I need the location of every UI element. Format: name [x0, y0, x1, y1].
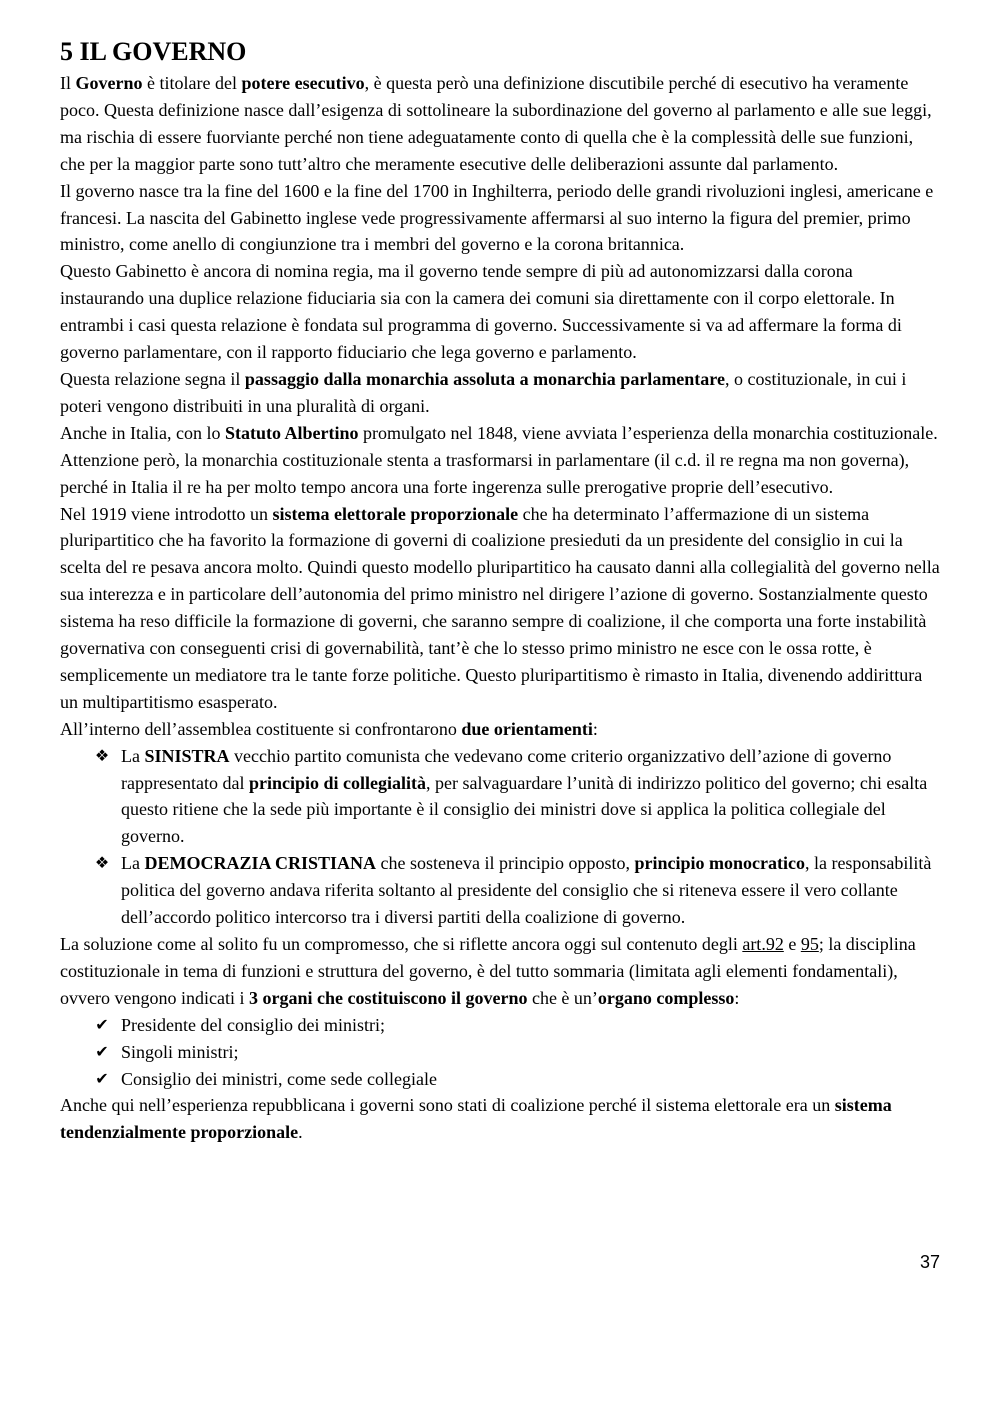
text-run: è titolare del	[142, 73, 242, 93]
paragraph-republican-experience	[60, 1092, 940, 1146]
text-run: Questa relazione segna il	[60, 368, 245, 389]
text-run: :	[592, 718, 598, 739]
check-mark-icon: ✔	[95, 1068, 109, 1088]
orientations-list	[60, 743, 940, 931]
text-run: Nel 1919 viene introdotto un	[60, 503, 273, 524]
organ-label: Singoli ministri;	[121, 1041, 239, 1062]
text-run: ; la disciplina costituzionale in tema di funzioni e struttura del governo, è del tutto sommaria (limitata agli elementi fondamentali), ovvero vengono indicati i	[60, 934, 916, 1008]
bold-term: DEMOCRAZIA CRISTIANA	[144, 853, 377, 874]
text-run: che è un’	[527, 987, 598, 1008]
bold-term: potere esecutivo	[241, 73, 365, 93]
check-mark-icon: ✔	[95, 1041, 109, 1061]
bold-term: passaggio dalla monarchia assoluta a monarchia parlamentare	[244, 368, 725, 389]
document-page	[60, 36, 940, 1146]
check-mark-icon: ✔	[95, 1014, 109, 1034]
diamond-bullet-icon: ❖	[94, 745, 110, 765]
paragraph-1919-electoral-system	[60, 501, 940, 716]
paragraph-origins: Il governo nasce tra la fine del 1600 e la fine del 1700 in Inghilterra, periodo delle grandi rivoluzioni inglesi, americane e francesi. La nascita del Gabinetto inglese vede progressivamente affermarsi al suo interno la figura del premier, primo ministro, come anello di congiunzione tra i membri del governo e la corona britannica.	[60, 180, 934, 255]
text-run: All’interno dell’assemblea costituente si confrontarono	[60, 718, 462, 739]
text-run: Anche in Italia, con lo	[60, 422, 225, 443]
paragraph-compromise	[60, 931, 940, 1012]
bold-term: SINISTRA	[144, 745, 230, 766]
text-run: e	[783, 934, 801, 954]
list-item-organ	[60, 1066, 940, 1093]
bold-term: Statuto Albertino	[224, 422, 359, 443]
bold-term: Governo	[75, 73, 143, 93]
text-run: , la responsabilità politica del governo andava riferita soltanto al presidente del consiglio che si riteneva essere il vero collante dell’accordo politico intercorso tra i diversi partiti della coalizione di governo.	[121, 853, 932, 928]
text-run: .	[298, 1122, 303, 1143]
paragraph-monarchy-transition	[60, 366, 940, 420]
paragraph-gabinetto: Questo Gabinetto è ancora di nomina regia, ma il governo tende sempre di più ad autonomizzarsi dalla corona instaurando una duplice relazione fiduciaria sia con la camera dei comuni sia direttamente con il corpo elettorale. In entrambi i casi questa relazione è fondata sul programma di governo. Successivamente si va ad affermare la forma di governo parlamentare, con il rapporto fiduciario che lega governo e parlamento.	[60, 261, 902, 363]
text-run: promulgato nel 1848, viene avviata l’esperienza della monarchia costituzionale. Attenzione però, la monarchia costituzionale stenta a trasformarsi in parlamentare (il c.d. il re regna ma non governa), perché in Italia il re ha per molto tempo ancora una forte ingerenza sulle prerogative proprie dell’esecutivo.	[60, 422, 938, 497]
text-run: :	[734, 987, 740, 1008]
organ-label: Consiglio dei ministri, come sede collegiale	[121, 1068, 437, 1089]
text-run: che sosteneva il principio opposto,	[376, 853, 635, 874]
bold-term: sistema elettorale proporzionale	[272, 503, 519, 524]
bold-term: principio monocratico	[634, 853, 805, 874]
article-92-link[interactable]: art.92	[742, 934, 784, 954]
text-run: Il	[60, 73, 76, 93]
paragraph-constituent-assembly	[60, 716, 940, 743]
text-run: La	[121, 853, 145, 874]
text-run: Anche qui nell’esperienza repubblicana i governi sono stati di coalizione perché il sistema elettorale era un	[60, 1095, 835, 1116]
article-95-link[interactable]: 95	[800, 934, 819, 954]
diamond-bullet-icon: ❖	[94, 853, 110, 873]
page-number: 37	[919, 1252, 940, 1272]
bold-term: 3 organi che costituiscono il governo	[248, 987, 528, 1008]
list-item-democrazia-cristiana	[60, 850, 940, 931]
paragraph-governo-definition	[60, 70, 940, 178]
list-item-organ	[60, 1039, 940, 1066]
text-run: , per salvaguardare l’unità di indirizzo politico del governo; chi esalta questo ritiene che la sede più importante è il consiglio dei ministri dove si applica la politica collegiale del governo.	[121, 772, 928, 847]
text-run: vecchio partito comunista che vedevano come criterio organizzativo dell’azione di governo rappresentato dal	[121, 745, 892, 793]
text-run: La	[121, 745, 145, 766]
organ-label: Presidente del consiglio dei ministri;	[121, 1014, 385, 1035]
text-run: La soluzione come al solito fu un compromesso, che si riflette ancora oggi sul contenuto degli	[60, 934, 743, 954]
bold-term: organo complesso	[597, 987, 735, 1008]
list-item-organ	[60, 1012, 940, 1039]
bold-term: principio di collegialità	[248, 772, 426, 793]
text-run: , o costituzionale, in cui i poteri vengono distribuiti in una pluralità di organi.	[60, 368, 907, 416]
text-run: che ha determinato l’affermazione di un sistema pluripartitico che ha favorito la formazione di governi di coalizione presieduti da un presidente del consiglio in cui la scelta del re pesava ancora molto. Quindi questo modello pluripartitico ha causato danni alla collegialità del governo nella sua interezza e in particolare dell’autonomia del primo ministro nel dirigere l’azione di governo. Sostanzialmente questo sistema ha reso difficile la formazione di governi, che saranno sempre di coalizione, il che comporta una forte instabilità governativa con conseguenti crisi di governabilità, tant’è che lo stesso primo ministro ne esce con le ossa rotte, è semplicemente un mediatore tra le tante forze politiche. Questo pluripartitismo è rimasto in Italia, divenendo addirittura un multipartitismo esasperato.	[60, 503, 940, 712]
page-title: 5 IL GOVERNO	[60, 37, 247, 66]
bold-term: sistema tendenzialmente proporzionale	[60, 1095, 892, 1143]
organs-list	[60, 1012, 940, 1093]
text-run: , è questa però una definizione discutibile perché di esecutivo ha veramente poco. Questa definizione nasce dall’esigenza di sottolineare la subordinazione del governo al parlamento e alle sue leggi, ma rischia di essere fuorviante perché non tiene adeguatamente conto di quella che è la complessità delle sue funzioni, che per la maggior parte sono tutt’altro che meramente esecutive delle deliberazioni assunte dal parlamento.	[60, 73, 932, 174]
list-item-sinistra	[60, 743, 940, 851]
bold-term: due orientamenti	[461, 718, 593, 739]
paragraph-statuto-albertino	[60, 420, 940, 501]
